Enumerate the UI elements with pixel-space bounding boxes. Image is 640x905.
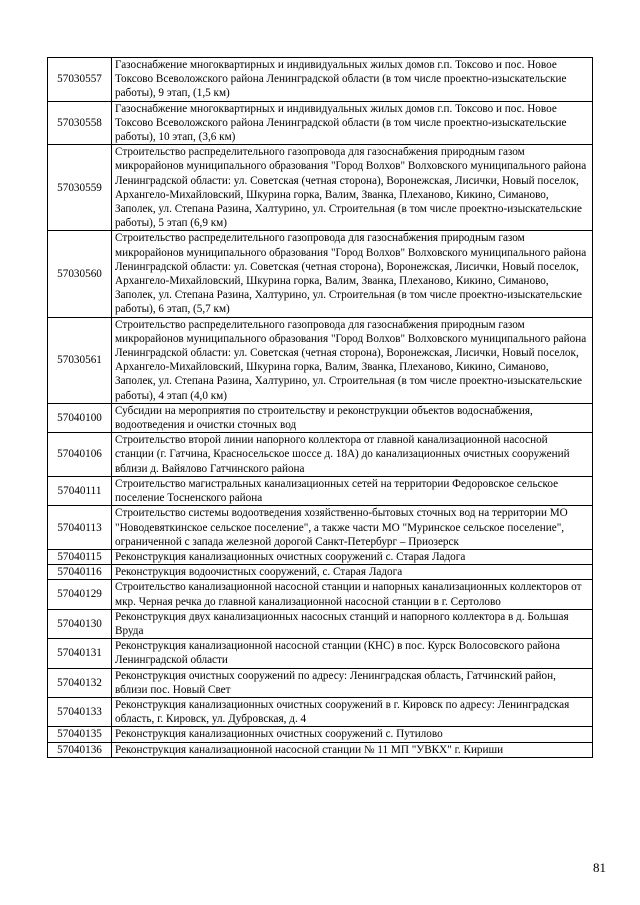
table-row bbox=[48, 101, 593, 145]
table-row bbox=[48, 697, 593, 726]
row-code: 57040106 bbox=[48, 433, 112, 477]
row-description: Строительство канализационной насосной станции и напорных канализационных коллекторов от мкр. Черная речка до главной канализационной насосной станции в г. Сертолово bbox=[112, 580, 593, 609]
row-description: Реконструкция канализационных очистных сооружений с. Старая Ладога bbox=[112, 549, 593, 564]
row-description: Реконструкция канализационной насосной станции (КНС) в пос. Курск Волосовского района Ленинградской области bbox=[112, 639, 593, 668]
row-code: 57030561 bbox=[48, 317, 112, 403]
table-row bbox=[48, 476, 593, 505]
row-code: 57040129 bbox=[48, 580, 112, 609]
row-code: 57040115 bbox=[48, 549, 112, 564]
row-description: Реконструкция двух канализационных насосных станций и напорного коллектора в д. Большая Вруда bbox=[112, 609, 593, 638]
table-row bbox=[48, 317, 593, 403]
table-row bbox=[48, 549, 593, 564]
row-code: 57040130 bbox=[48, 609, 112, 638]
row-code: 57030558 bbox=[48, 101, 112, 145]
row-code: 57040111 bbox=[48, 476, 112, 505]
row-code: 57040135 bbox=[48, 727, 112, 742]
row-description: Строительство системы водоотведения хозяйственно-бытовых сточных вод на территории МО "Новодевяткинское сельское поселение", а также части МО "Муринское сельское поселение", ограниченной с запада железной дорогой Санкт-Петербург – Приозерск bbox=[112, 506, 593, 550]
row-code: 57040100 bbox=[48, 403, 112, 432]
row-code: 57040131 bbox=[48, 639, 112, 668]
table-row bbox=[48, 742, 593, 757]
row-description: Реконструкция канализационной насосной станции № 11 МП "УВКХ" г. Кириши bbox=[112, 742, 593, 757]
row-description: Реконструкция водоочистных сооружений, с. Старая Ладога bbox=[112, 565, 593, 580]
row-description: Субсидии на мероприятия по строительству и реконструкции объектов водоснабжения, водоотведения и очистки сточных вод bbox=[112, 403, 593, 432]
table-row bbox=[48, 506, 593, 550]
page-number: 81 bbox=[593, 860, 606, 875]
table-row bbox=[48, 609, 593, 638]
row-code: 57040116 bbox=[48, 565, 112, 580]
row-code: 57040113 bbox=[48, 506, 112, 550]
table-row bbox=[48, 433, 593, 477]
row-description: Реконструкция канализационных очистных сооружений в г. Кировск по адресу: Ленинградская область, г. Кировск, ул. Дубровская, д. 4 bbox=[112, 697, 593, 726]
row-description: Газоснабжение многоквартирных и индивидуальных жилых домов г.п. Токсово и пос. Новое Токсово Всеволожского района Ленинградской области (в том числе проектно-изыскательские работы), 10 этап, (3,6 км) bbox=[112, 101, 593, 145]
table-row bbox=[48, 639, 593, 668]
table-row bbox=[48, 565, 593, 580]
row-description: Строительство второй линии напорного коллектора от главной канализационной насосной станции (г. Гатчина, Красносельское шоссе д. 18А) до канализационных очистных сооружений вблизи д. Вайялово Гатчинского района bbox=[112, 433, 593, 477]
row-description: Газоснабжение многоквартирных и индивидуальных жилых домов г.п. Токсово и пос. Новое Токсово Всеволожского района Ленинградской области (в том числе проектно-изыскательские работы), 9 этап, (1,5 км) bbox=[112, 58, 593, 102]
table-row bbox=[48, 231, 593, 317]
row-code: 57040136 bbox=[48, 742, 112, 757]
table-row bbox=[48, 58, 593, 102]
row-code: 57030559 bbox=[48, 145, 112, 231]
budget-codes-table bbox=[47, 57, 593, 758]
row-code: 57040133 bbox=[48, 697, 112, 726]
row-code: 57030557 bbox=[48, 58, 112, 102]
table-row bbox=[48, 145, 593, 231]
table-row bbox=[48, 580, 593, 609]
table-row bbox=[48, 668, 593, 697]
row-description: Строительство распределительного газопровода для газоснабжения природным газом микрорайонов муниципального образования "Город Волхов" Волховского муниципального района Ленинградской области: ул. Советская (четная сторона), Воронежская, Лисички, Новый поселок, Архангело-Михайловский, Шкурина горка, Валим, Званка, Плеханово, Кикино, Симаново, Заполек, ул. Степана Разина, Халтурино, ул. Строительная (в том числе проектно-изыскательские работы), 4 этап (4,0 км) bbox=[112, 317, 593, 403]
row-description: Реконструкция очистных сооружений по адресу: Ленинградская область, Гатчинский район, вблизи пос. Новый Свет bbox=[112, 668, 593, 697]
row-code: 57040132 bbox=[48, 668, 112, 697]
table-row bbox=[48, 727, 593, 742]
row-description: Строительство магистральных канализационных сетей на территории Федоровское сельское поселение Тосненского района bbox=[112, 476, 593, 505]
row-description: Реконструкция канализационных очистных сооружений с. Путилово bbox=[112, 727, 593, 742]
table-row bbox=[48, 403, 593, 432]
row-description: Строительство распределительного газопровода для газоснабжения природным газом микрорайонов муниципального образования "Город Волхов" Волховского муниципального района Ленинградской области: ул. Советская (четная сторона), Воронежская, Лисички, Новый поселок, Архангело-Михайловский, Шкурина горка, Валим, Званка, Плеханово, Кикино, Симаново, Заполек, ул. Степана Разина, Халтурино, ул. Строительная (в том числе проектно-изыскательские работы), 6 этап, (5,7 км) bbox=[112, 231, 593, 317]
row-code: 57030560 bbox=[48, 231, 112, 317]
table-body bbox=[48, 58, 593, 758]
row-description: Строительство распределительного газопровода для газоснабжения природным газом микрорайонов муниципального образования "Город Волхов" Волховского муниципального района Ленинградской области: ул. Советская (четная сторона), Воронежская, Лисички, Новый поселок, Архангело-Михайловский, Шкурина горка, Валим, Званка, Плеханово, Кикино, Симаново, Заполек, ул. Степана Разина, Халтурино, ул. Строительная (в том числе проектно-изыскательские работы), 5 этап (6,9 км) bbox=[112, 145, 593, 231]
